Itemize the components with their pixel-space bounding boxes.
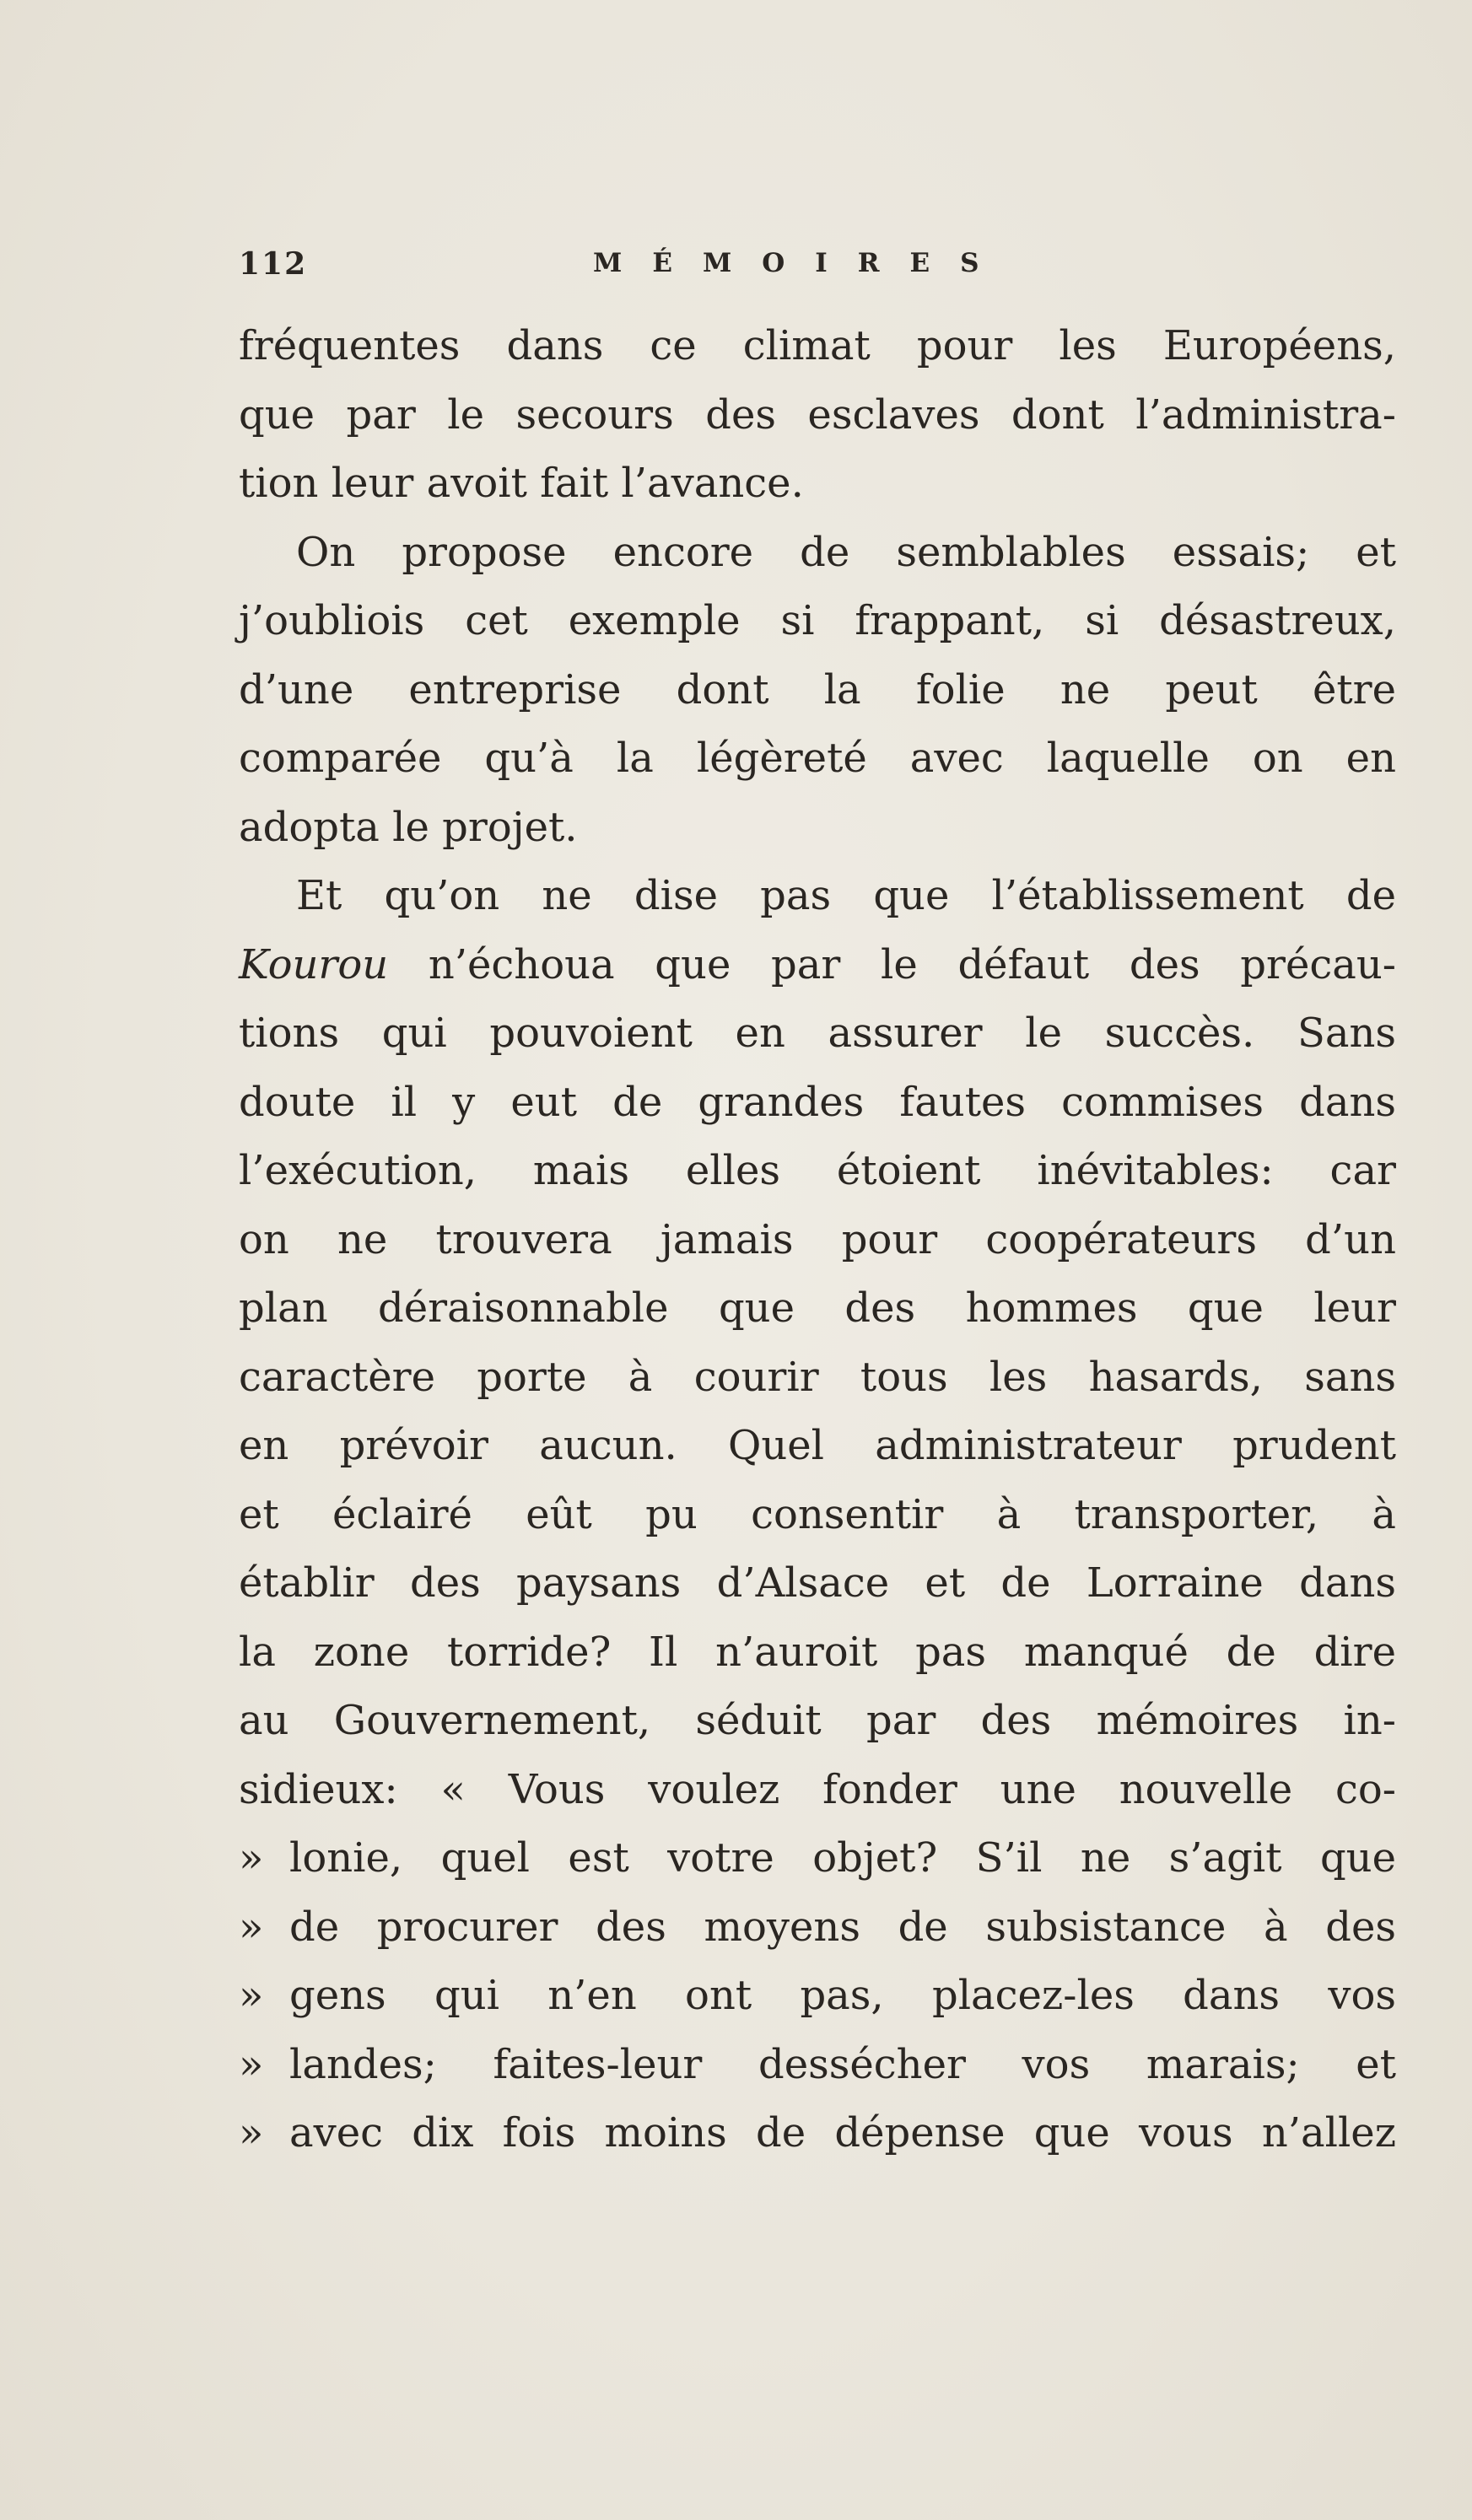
- text-line: caractère porte à courir tous les hasards, sans: [239, 1353, 1396, 1401]
- text-line: que par le secours des esclaves dont l’administra-: [239, 390, 1396, 439]
- text-line: la zone torride? Il n’auroit pas manqué de dire: [239, 1628, 1396, 1676]
- text-line: on ne trouvera jamais pour coopérateurs d’un: [239, 1215, 1396, 1263]
- text-line: comparée qu’à la légèreté avec laquelle on en: [239, 735, 1396, 782]
- text-line: Et qu’on ne dise pas que l’établissement de: [296, 872, 1396, 919]
- text-line: d’une entreprise dont la folie ne peut être: [239, 665, 1396, 713]
- page-header: [239, 246, 1403, 297]
- text-line: [239, 931, 1396, 1000]
- quoted-line: [239, 1893, 1396, 1963]
- text-line: et éclairé eût pu consentir à transporter, à: [239, 1490, 1396, 1538]
- text-line: fréquentes dans ce climat pour les Européens,: [239, 322, 1396, 369]
- quote-mark: »: [239, 1972, 264, 2019]
- quoted-line: [239, 2031, 1396, 2100]
- text-line: doute il y eut de grandes fautes commises dans: [239, 1078, 1396, 1126]
- text-span: avec dix fois moins de dépense que vous n’allez: [289, 2109, 1396, 2157]
- text-line: On propose encore de semblables essais; et: [296, 528, 1396, 576]
- quote-mark: »: [239, 2109, 264, 2157]
- text-line: sidieux: « Vous voulez fonder une nouvelle co-: [239, 1765, 1396, 1813]
- quoted-line: [239, 1824, 1396, 1893]
- text-line: en prévoir aucun. Quel administrateur prudent: [239, 1422, 1396, 1469]
- page-number: 112: [239, 246, 308, 282]
- text-line: adopta le projet.: [239, 803, 578, 851]
- text-span: de procurer des moyens de subsistance à des: [289, 1903, 1396, 1951]
- text-line: tion leur avoit fait l’avance.: [239, 460, 804, 507]
- quote-mark: »: [239, 1903, 264, 1951]
- text-span: lonie, quel est votre objet? S’il ne s’agit que: [289, 1834, 1396, 1882]
- quote-mark: »: [239, 1834, 264, 1882]
- text-line: tions qui pouvoient en assurer le succès. Sans: [239, 1010, 1396, 1057]
- text-line: j’oubliois cet exemple si frappant, si désastreux,: [239, 597, 1396, 644]
- text-span: gens qui n’en ont pas, placez-les dans vos: [289, 1972, 1396, 2019]
- text-line: au Gouvernement, séduit par des mémoires in-: [239, 1697, 1396, 1744]
- running-head: MÉMOIRES: [593, 248, 1010, 278]
- text-span: n’échoua que par le défaut des précau-: [388, 940, 1396, 988]
- text-line: établir des paysans d’Alsace et de Lorraine dans: [239, 1559, 1396, 1607]
- text-line: plan déraisonnable que des hommes que leur: [239, 1284, 1396, 1332]
- quoted-line: [239, 2099, 1396, 2168]
- text-line: l’exécution, mais elles étoient inévitables: car: [239, 1147, 1396, 1194]
- quoted-line: [239, 1962, 1396, 2031]
- body-text: [239, 312, 1396, 2168]
- quote-mark: »: [239, 2040, 264, 2088]
- text-span: landes; faites-leur dessécher vos marais; et: [289, 2040, 1396, 2088]
- italic-place-name: Kourou: [239, 940, 389, 988]
